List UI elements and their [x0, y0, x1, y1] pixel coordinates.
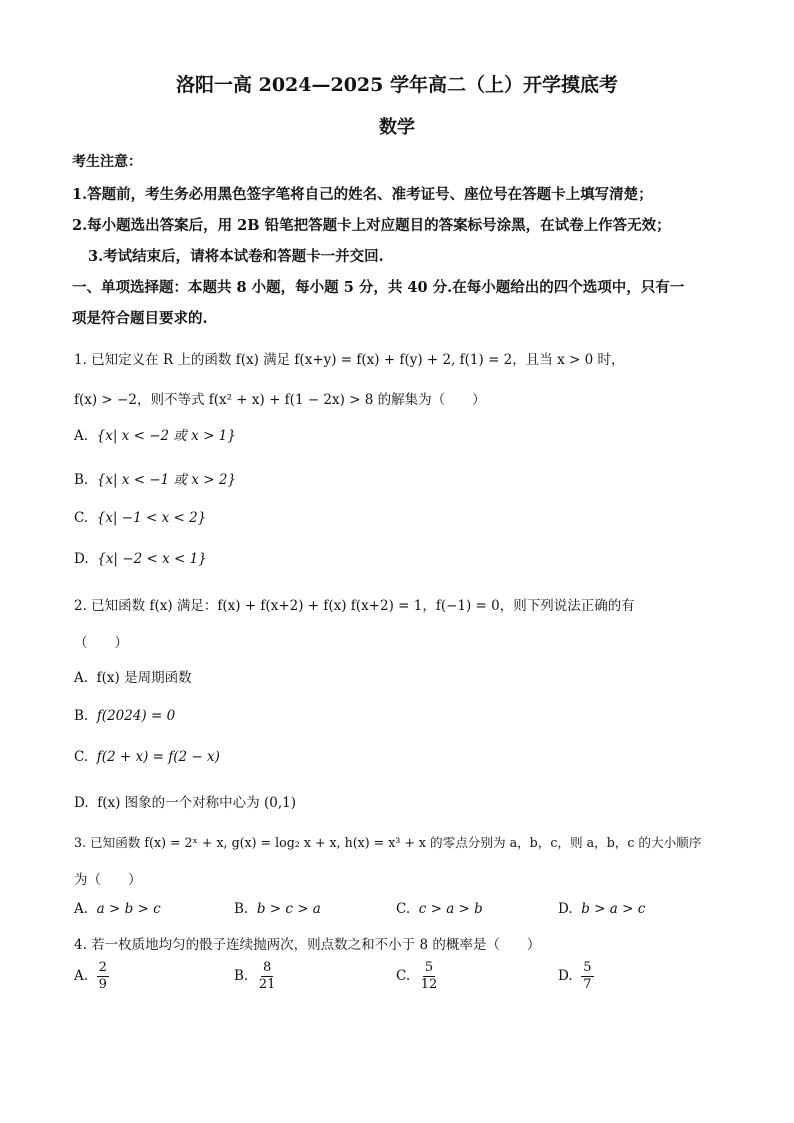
option-label: C.: [396, 968, 411, 984]
fraction: [581, 960, 593, 993]
option-text: f(x) 是周期函数: [96, 670, 192, 686]
option-text: f(2 + x) = f(2 − x): [96, 749, 220, 765]
question-3-option-b: [234, 901, 321, 917]
option-label: B.: [74, 708, 89, 724]
option-text: {x| x < −2 或 x > 1}: [96, 428, 236, 444]
question-2-stem-line-1: 2. 已知函数 f(x) 满足：f(x) + f(x+2) + f(x) f(x+2) = 1，f(−1) = 0，则下列说法正确的有: [74, 598, 635, 614]
fraction: [97, 960, 109, 993]
numerator: 5: [424, 960, 434, 975]
option-label: B.: [234, 901, 249, 917]
fraction: [257, 960, 278, 993]
option-label: D.: [558, 901, 573, 917]
question-2-option-b: [74, 708, 175, 724]
option-text: {x| x < −1 或 x > 2}: [96, 472, 237, 488]
question-1-option-c: [74, 510, 206, 526]
question-2-option-c: [74, 749, 220, 765]
question-1-option-a: [74, 424, 236, 444]
option-text: {x| −2 < x < 1}: [97, 551, 207, 567]
exam-subject: 数学: [379, 117, 415, 138]
question-3-option-d: [558, 901, 645, 917]
numerator: 8: [262, 960, 272, 975]
denominator: 7: [583, 977, 592, 992]
denominator: 9: [98, 977, 107, 992]
question-1-stem-line-2: f(x) > −2，则不等式 f(x² + x) + f(1 − 2x) > 8 的解集为（ ）: [74, 392, 486, 408]
question-2-option-a: [74, 666, 192, 686]
option-label: A.: [74, 901, 89, 917]
option-text: f(x) 图象的一个对称中心为 (0,1): [97, 795, 296, 811]
option-label: D.: [74, 551, 89, 567]
question-1-option-b: [74, 468, 236, 488]
option-label: C.: [396, 901, 411, 917]
question-3-option-a: [74, 901, 161, 917]
option-text: a > b > c: [96, 901, 161, 917]
notice-item-1: 1.答题前，考生务必用黑色签字笔将自己的姓名、准考证号、座位号在答题卡上填写清楚；: [72, 186, 653, 203]
question-2-stem-line-2: （ ）: [74, 635, 128, 651]
option-label: A.: [74, 968, 89, 984]
option-label: B.: [234, 968, 249, 984]
notice-heading: 考生注意：: [72, 154, 142, 170]
option-label: B.: [74, 472, 89, 488]
option-text: c > a > b: [418, 901, 483, 917]
exam-title: 洛阳一高 2024—2025 学年高二（上）开学摸底考: [176, 74, 618, 96]
question-4-option-c: [396, 960, 439, 993]
option-label: A.: [74, 670, 89, 686]
fraction: [419, 960, 440, 993]
denominator: 21: [258, 977, 276, 992]
question-1-option-d: [74, 551, 207, 567]
numerator: 2: [98, 960, 107, 975]
section-heading-line-2: 项是符合题目要求的.: [72, 310, 208, 327]
option-text: {x| −1 < x < 2}: [96, 510, 207, 526]
option-label: C.: [74, 510, 89, 526]
option-label: C.: [74, 749, 89, 765]
option-text: b > a > c: [581, 901, 646, 917]
question-3-stem-line-1: 3. 已知函数 f(x) = 2ˣ + x, g(x) = log₂ x + x, h(x) = x³ + x 的零点分别为 a，b，c，则 a，b，c 的大小顺序: [74, 835, 702, 850]
question-4-stem: 4. 若一枚质地均匀的骰子连续抛两次，则点数之和不小于 8 的概率是（ ）: [74, 937, 541, 953]
question-3-option-c: [396, 901, 483, 917]
question-4-option-d: [558, 960, 594, 993]
option-label: A.: [74, 428, 89, 444]
question-4-option-b: [234, 960, 277, 993]
option-label: D.: [74, 795, 89, 811]
denominator: 12: [420, 977, 438, 992]
section-heading-line-1: 一、单项选择题：本题共 8 小题，每小题 5 分，共 40 分.在每小题给出的四个选项中，只有一: [72, 279, 685, 296]
question-1-stem-line-1: 1. 已知定义在 R 上的函数 f(x) 满足 f(x+y) = f(x) + f(y) + 2, f(1) = 2，且当 x > 0 时，: [74, 352, 625, 368]
notice-item-3: 3.考试结束后，请将本试卷和答题卡一并交回.: [88, 248, 384, 265]
notice-item-2: 2.每小题选出答案后，用 2B 铅笔把答题卡上对应题目的答案标号涂黑，在试卷上作答无效；: [72, 217, 671, 234]
option-text: f(2024) = 0: [96, 708, 176, 724]
question-2-option-d: [74, 791, 296, 811]
option-text: b > c > a: [256, 901, 321, 917]
question-4-option-a: [74, 960, 109, 993]
option-label: D.: [558, 968, 573, 984]
question-3-stem-line-2: 为（ ）: [74, 872, 142, 888]
numerator: 5: [583, 960, 592, 975]
